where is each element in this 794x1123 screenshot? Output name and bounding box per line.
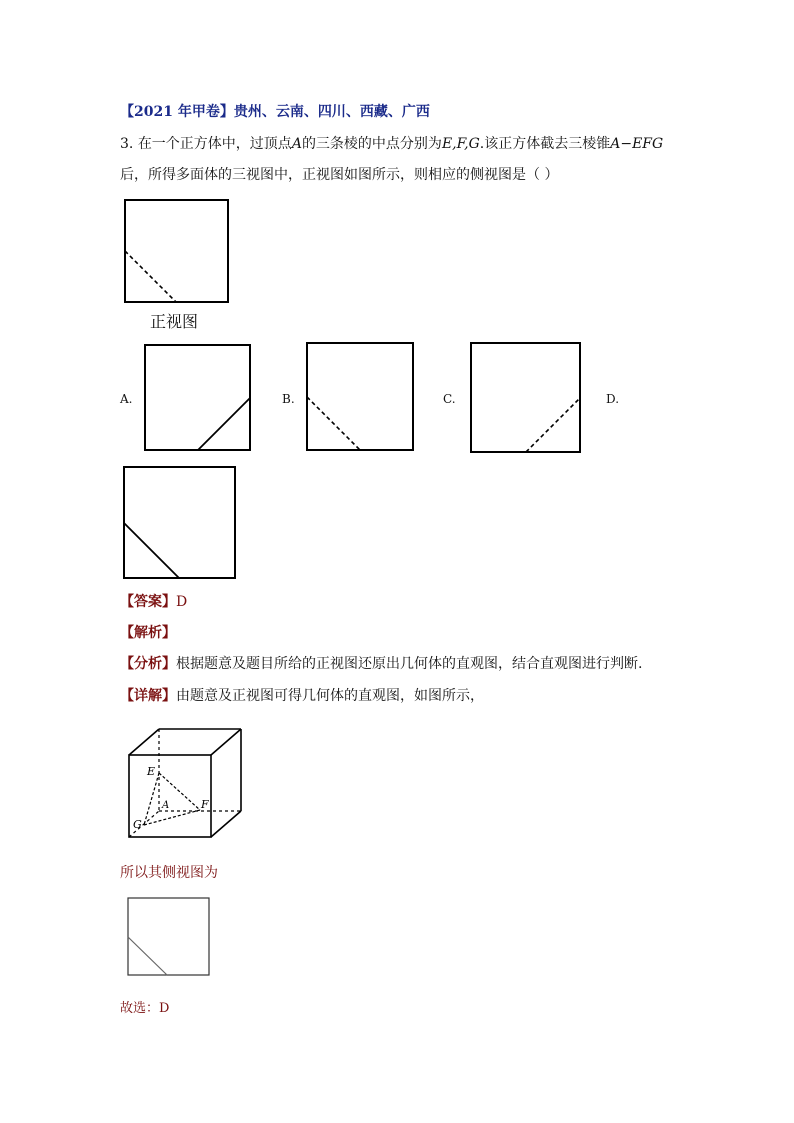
question-line-1 <box>120 133 663 153</box>
question-line-2: 后，所得多面体的三视图中，正视图如图所示，则相应的侧视图是（ ） <box>120 167 559 183</box>
question-text: 在一个正方体中，过顶点 <box>137 136 292 152</box>
xiangjie-text: 由题意及正视图可得几何体的直观图，如图所示， <box>176 688 484 704</box>
source-year: 2021 年甲卷 <box>134 104 220 120</box>
source-regions: 贵州、云南、四川、西藏、广西 <box>233 104 430 120</box>
square-outline <box>145 345 250 450</box>
label-G: G <box>133 818 142 831</box>
analysis-label: 【解析】 <box>120 625 176 641</box>
cube-edge <box>211 811 241 837</box>
math-points: E,F,G <box>441 136 480 152</box>
front-view-figure <box>124 199 230 305</box>
square-outline <box>307 343 413 450</box>
source-line <box>120 101 430 121</box>
square-outline <box>124 467 235 578</box>
option-a-figure[interactable] <box>144 344 252 452</box>
answer-label: 【答案】 <box>120 594 176 610</box>
dashed-edge <box>307 397 360 450</box>
analysis-line <box>120 622 176 642</box>
option-b-figure[interactable] <box>306 342 415 452</box>
dashed-edge <box>125 251 176 302</box>
xiangjie-line <box>120 685 484 705</box>
fenxi-label: 【分析】 <box>120 656 176 672</box>
question-text: 的三条棱的中点分别为 <box>301 136 442 152</box>
fenxi-line <box>120 653 642 673</box>
cube-edge <box>129 729 159 755</box>
question-number: 3. <box>120 136 134 152</box>
option-b-letter[interactable]: B. <box>282 392 295 406</box>
option-c-figure[interactable] <box>470 342 582 454</box>
side-view-intro: 所以其侧视图为 <box>120 865 218 881</box>
xiangjie-label: 【详解】 <box>120 688 176 704</box>
fenxi-text: 根据题意及题目所给的正视图还原出几何体的直观图，结合直观图进行判断. <box>176 656 643 672</box>
solid-edge <box>128 937 167 975</box>
source-bracket-close: 】 <box>219 104 234 120</box>
cube-edge <box>211 729 241 755</box>
label-A: A <box>162 800 170 811</box>
section-edge-eg <box>144 773 159 825</box>
cube-figure <box>125 725 250 840</box>
square-outline <box>128 898 209 975</box>
conclusion: 故选：D <box>120 1001 170 1016</box>
solid-edge <box>124 523 179 578</box>
front-view-label: 正视图 <box>150 312 199 331</box>
label-E: E <box>147 765 156 778</box>
side-view-figure <box>127 897 211 977</box>
option-a-letter[interactable]: A. <box>120 392 133 406</box>
label-F: F <box>201 798 209 811</box>
source-bracket-open: 【 <box>120 104 134 120</box>
math-pyramid: A−EFG <box>610 136 664 152</box>
question-text: .该正方体截去三棱锥 <box>479 136 611 152</box>
square-outline <box>125 200 228 302</box>
solid-edge <box>198 398 250 450</box>
option-d-figure[interactable] <box>123 466 237 580</box>
option-d-letter[interactable]: D. <box>606 392 620 406</box>
answer-line <box>120 591 187 611</box>
answer-value: D <box>176 594 188 610</box>
math-point: A <box>291 136 302 152</box>
option-c-letter[interactable]: C. <box>443 392 456 406</box>
square-outline <box>471 343 580 452</box>
dashed-edge <box>526 398 580 452</box>
